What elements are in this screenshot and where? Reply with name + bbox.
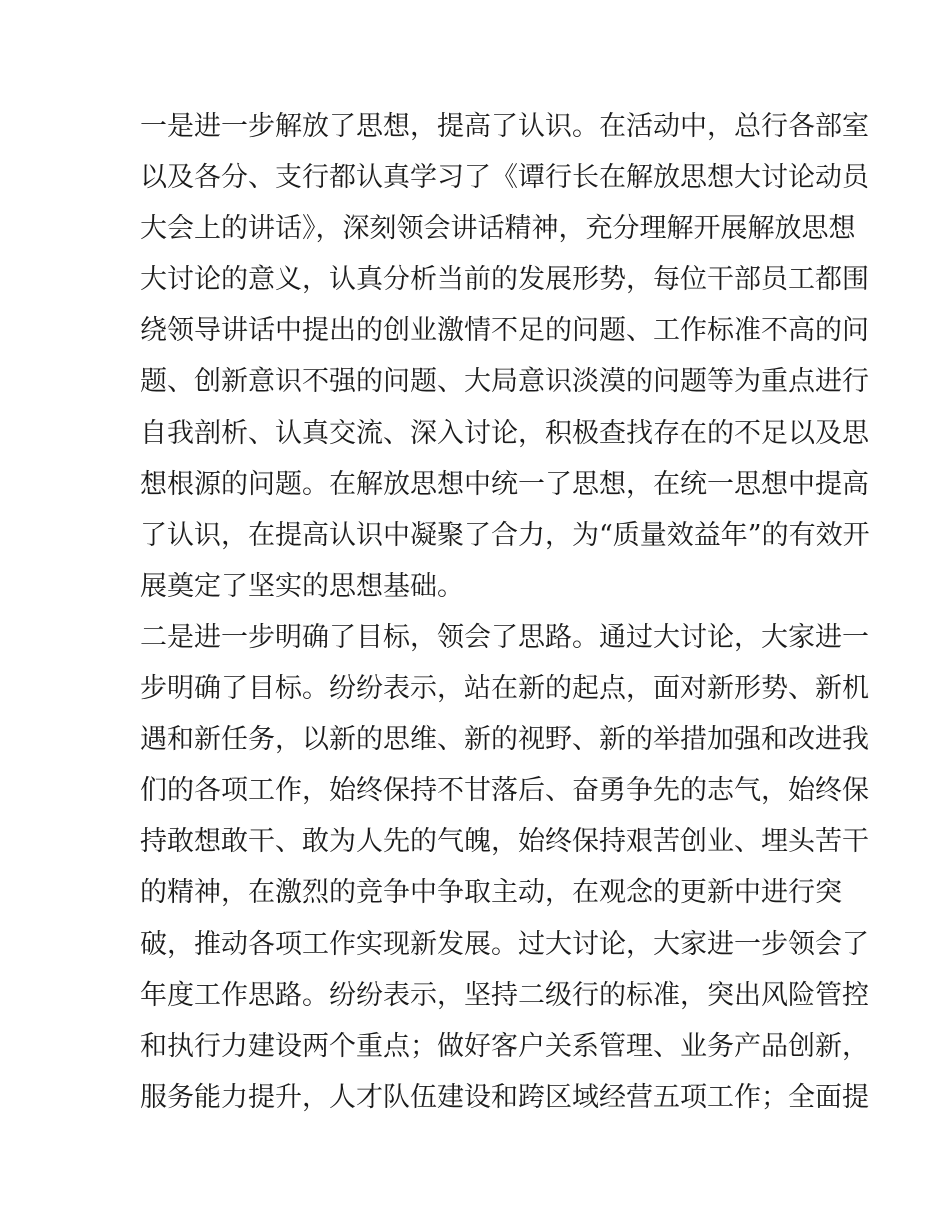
text-line: 破，推动各项工作实现新发展。过大讨论，大家进一步领会了	[140, 928, 869, 960]
text-line: 了认识，在提高认识中凝聚了合力，为“质量效益年”的有效开	[140, 519, 870, 551]
text-line: 想根源的问题。在解放思想中统一了思想，在统一思想中提高	[140, 468, 869, 500]
text-line: 大讨论的意义，认真分析当前的发展形势，每位干部员工都围	[140, 264, 869, 296]
text-line: 持敢想敢干、敢为人先的气魄，始终保持艰苦创业、埋头苦干	[140, 826, 869, 858]
text-line: 遇和新任务，以新的思维、新的视野、新的举措加强和改进我	[140, 724, 869, 756]
text-line: 绕领导讲话中提出的创业激情不足的问题、工作标准不高的问	[140, 315, 869, 347]
text-line: 们的各项工作，始终保持不甘落后、奋勇争先的志气，始终保	[140, 775, 869, 807]
text-line: 一是进一步解放了思想，提高了认识。在活动中，总行各部室	[140, 111, 869, 142]
text-line: 展奠定了坚实的思想基础。	[140, 570, 464, 602]
text-line: 以及各分、支行都认真学习了《谭行长在解放思想大讨论动员	[140, 162, 869, 194]
text-line: 大会上的讲话》，深刻领会讲话精神，充分理解开展解放思想	[140, 213, 856, 245]
text-line: 自我剖析、认真交流、深入讨论，积极查找存在的不足以及思	[140, 417, 869, 449]
text-line: 年度工作思路。纷纷表示，坚持二级行的标准，突出风险管控	[140, 979, 869, 1011]
text-line: 和执行力建设两个重点；做好客户关系管理、业务产品创新，	[140, 1030, 869, 1062]
text-line: 服务能力提升，人才队伍建设和跨区域经营五项工作；全面提	[140, 1081, 869, 1113]
text-line: 题、创新意识不强的问题、大局意识淡漠的问题等为重点进行	[140, 366, 869, 398]
text-line: 步明确了目标。纷纷表示，站在新的起点，面对新形势、新机	[140, 673, 869, 705]
text-line: 二是进一步明确了目标，领会了思路。通过大讨论，大家进一	[140, 621, 869, 653]
text-line: 的精神，在激烈的竞争中争取主动，在观念的更新中进行突	[140, 877, 842, 909]
body-text	[140, 101, 870, 1123]
